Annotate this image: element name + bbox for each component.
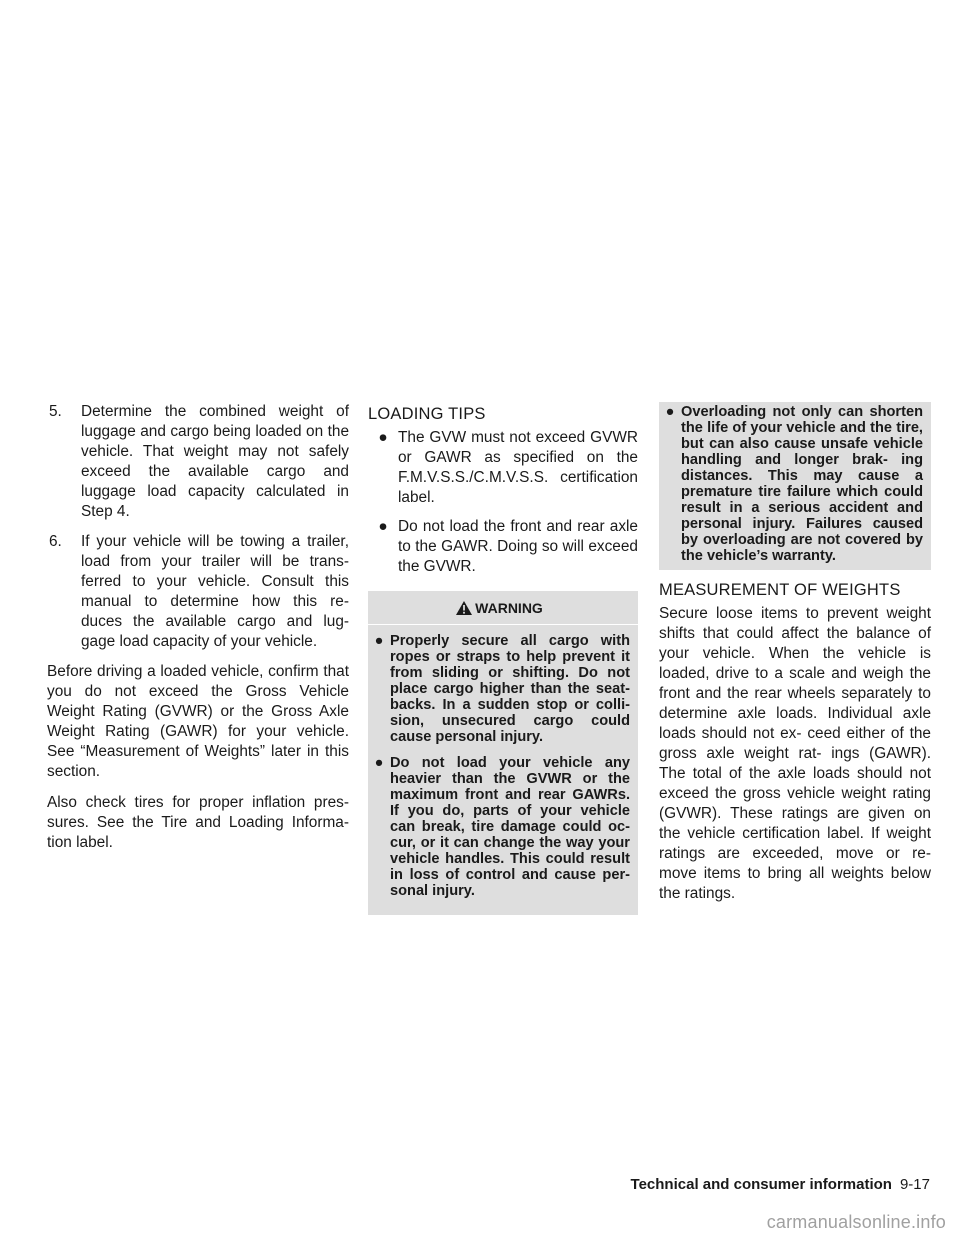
bullet-icon: ● xyxy=(378,429,388,446)
page-footer xyxy=(600,1176,930,1193)
paragraph-tire-inflation: Also check tires for proper inflation pres- sures. See the Tire and Loading Informa- tion label. xyxy=(47,794,349,851)
bullet-icon: ● xyxy=(374,633,384,649)
warning-triangle-icon xyxy=(455,600,473,616)
list-item xyxy=(659,404,923,564)
bullet-icon: ● xyxy=(378,518,388,535)
right-column xyxy=(659,402,931,915)
footer-section-title: Technical and consumer information xyxy=(630,1176,892,1193)
step-item-6 xyxy=(47,532,349,652)
left-column xyxy=(47,402,349,864)
list-item-text: Properly secure all cargo with ropes or straps to help prevent it from sliding or shifting. Do not place cargo higher than the seat- backs. In a sudden stop or colli- sion, unsecured cargo could cause personal injury. xyxy=(390,633,630,745)
warning-box xyxy=(368,591,638,915)
step-item-5 xyxy=(47,402,349,522)
step-text: If your vehicle will be towing a trailer, load from your trailer will be trans- ferred to your vehicle. Consult this manual to determine how this re- duces the available cargo and lug- gage load capacity of your vehicle. xyxy=(81,533,349,650)
step-number: 6. xyxy=(49,533,62,550)
loading-tips-list xyxy=(368,428,638,577)
bullet-icon: ● xyxy=(374,755,384,771)
warning-title xyxy=(368,598,630,618)
measurement-paragraph: Secure loose items to prevent weight shifts that could affect the balance of your vehicle. When the vehicle is loaded, drive to a scale and weigh the front and the rear wheels separately to determine axle loads. Individual axle loads should not ex- ceed either of the gross axle weight rat- ings (GAWR). The total of the axle loads should not exceed the gross vehicle weight rating (GVWR). These ratings are given on the vehicle certification label. If weight ratings are exceeded, move or re- move items to bring all weights below the ratings. xyxy=(659,605,931,902)
loading-tips-heading: LOADING TIPS xyxy=(368,405,486,423)
paragraph-before-driving: Before driving a loaded vehicle, confirm that you do not exceed the Gross Vehicle Weight Rating (GVWR) or the Gross Axle Weight Rating (GAWR) for your vehicle. See “Measurement of Weights” later in this section. xyxy=(47,663,349,780)
list-item-text: Do not load the front and rear axle to the GAWR. Doing so will exceed the GVWR. xyxy=(398,518,638,575)
warning-list xyxy=(368,633,630,899)
page-number: 9-17 xyxy=(899,1176,930,1193)
watermark: carmanualsonline.info xyxy=(766,1212,946,1232)
list-item xyxy=(368,517,638,577)
step-number: 5. xyxy=(49,403,62,420)
warning-divider xyxy=(368,624,638,625)
warning-box-continued xyxy=(659,402,931,570)
bullet-icon: ● xyxy=(665,404,675,420)
list-item-text: The GVW must not exceed GVWR or GAWR as specified on the F.M.V.S.S./C.M.V.S.S. certification label. xyxy=(398,429,638,506)
warning-title-text: WARNING xyxy=(475,600,543,616)
middle-column xyxy=(368,402,638,915)
list-item xyxy=(368,633,630,745)
step-text: Determine the combined weight of luggage and cargo being loaded on the vehicle. That weight may not safely exceed the available cargo and luggage load capacity calculated in Step 4. xyxy=(81,403,349,520)
measurement-heading: MEASUREMENT OF WEIGHTS xyxy=(659,581,901,599)
list-item xyxy=(368,755,630,899)
list-item-text: Do not load your vehicle any heavier than the GVWR or the maximum front and rear GAWRs. If you do, parts of your vehicle can break, tire damage could oc- cur, or it can change the way your vehicle handles. This could result in loss of control and cause per- sonal injury. xyxy=(390,755,630,899)
list-item-text: Overloading not only can shorten the life of your vehicle and the tire, but can also cause unsafe vehicle handling and longer brak- ing distances. This may cause a premature tire failure which could result in a serious accident and personal injury. Failures caused by overloading are not covered by the vehicle’s warranty. xyxy=(681,404,923,564)
list-item xyxy=(368,428,638,508)
warning-list-continued xyxy=(659,404,923,564)
